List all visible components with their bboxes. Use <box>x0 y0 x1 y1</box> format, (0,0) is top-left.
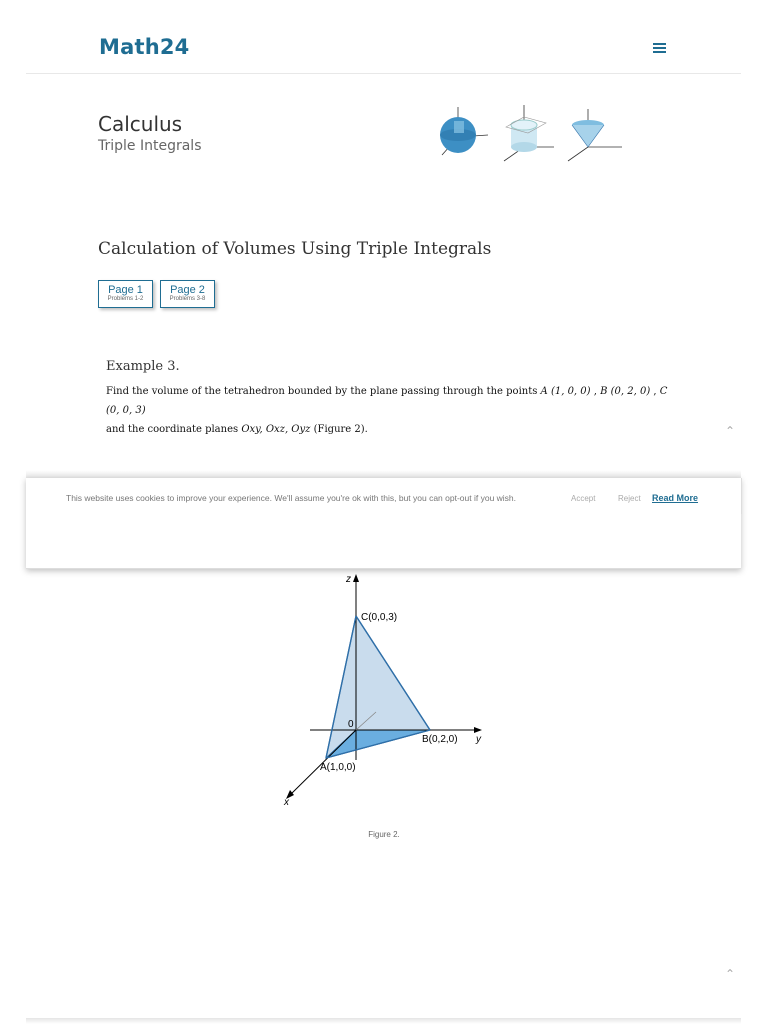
page-2-label: Page 2 <box>170 284 205 296</box>
page-2-button[interactable] <box>160 280 215 308</box>
figure-reference: (Figure 2). <box>313 424 368 435</box>
point-a: A (1, 0, 0) <box>540 386 591 397</box>
page-subject: Calculus <box>98 112 183 136</box>
coordinate-planes: Oxy, Oxz, Oyz <box>241 424 311 435</box>
example-line1: Find the volume of the tetrahedron bounded by the plane passing through the points <box>106 386 538 397</box>
page-1-sublabel: Problems 1-2 <box>107 296 144 302</box>
triple-integrals-thumbnail-icons <box>436 103 630 167</box>
z-axis-arrow-icon <box>353 574 359 582</box>
label-x: x <box>284 797 289 808</box>
example-text: Find the volume of the tetrahedron bounded by the plane passing through the points A (1, 0, 0) , B (0, 2, 0) , C (0, 0, 3) and the coordinate planes Oxy, Oxz, Oyz (Figure 2). <box>106 386 668 435</box>
main-heading: Calculation of Volumes Using Triple Integrals <box>98 239 492 259</box>
point-c: C (0, 0, 3) <box>106 386 668 416</box>
cookie-text: This website uses cookies to improve your experience. We'll assume you're ok with this, but you can opt-out if you wish. <box>66 493 517 503</box>
bottom-section-divider <box>26 1018 741 1024</box>
cylinder-thumbnail-icon <box>504 105 554 161</box>
page-1-label: Page 1 <box>108 284 143 296</box>
page-topic: Triple Integrals <box>98 138 202 154</box>
figure-caption: Figure 2. <box>368 830 400 839</box>
label-point-a: A(1,0,0) <box>320 762 356 773</box>
cone-thumbnail-icon <box>568 109 622 161</box>
label-point-c: C(0,0,3) <box>361 612 398 623</box>
cookie-banner-edge <box>741 478 742 514</box>
cookie-read-more-link[interactable]: Read More <box>652 493 699 503</box>
site-header <box>26 0 741 74</box>
hamburger-menu-icon[interactable] <box>653 43 666 54</box>
label-origin: 0 <box>348 719 354 730</box>
page-1-button[interactable] <box>98 280 153 308</box>
sphere-thumbnail-icon <box>440 107 488 155</box>
site-logo[interactable]: Math24 <box>99 35 190 59</box>
cookie-banner <box>26 478 741 569</box>
cookie-accept-button[interactable]: Accept <box>571 494 596 503</box>
label-z: z <box>346 574 351 585</box>
point-b: B (0, 2, 0) <box>600 386 651 397</box>
tetrahedron-figure <box>280 570 490 810</box>
scroll-to-top-chevron-up-icon-bottom[interactable]: ⌃ <box>724 967 736 981</box>
page-2-sublabel: Problems 3-8 <box>169 296 206 302</box>
y-axis-arrow-icon <box>474 727 482 733</box>
label-y: y <box>476 734 481 745</box>
cookie-reject-button[interactable]: Reject <box>618 494 641 503</box>
example-title: Example 3. <box>106 359 180 374</box>
scroll-to-top-chevron-up-icon[interactable]: ⌃ <box>724 424 736 438</box>
label-point-b: B(0,2,0) <box>422 734 458 745</box>
example-line2: and the coordinate planes <box>106 424 239 435</box>
